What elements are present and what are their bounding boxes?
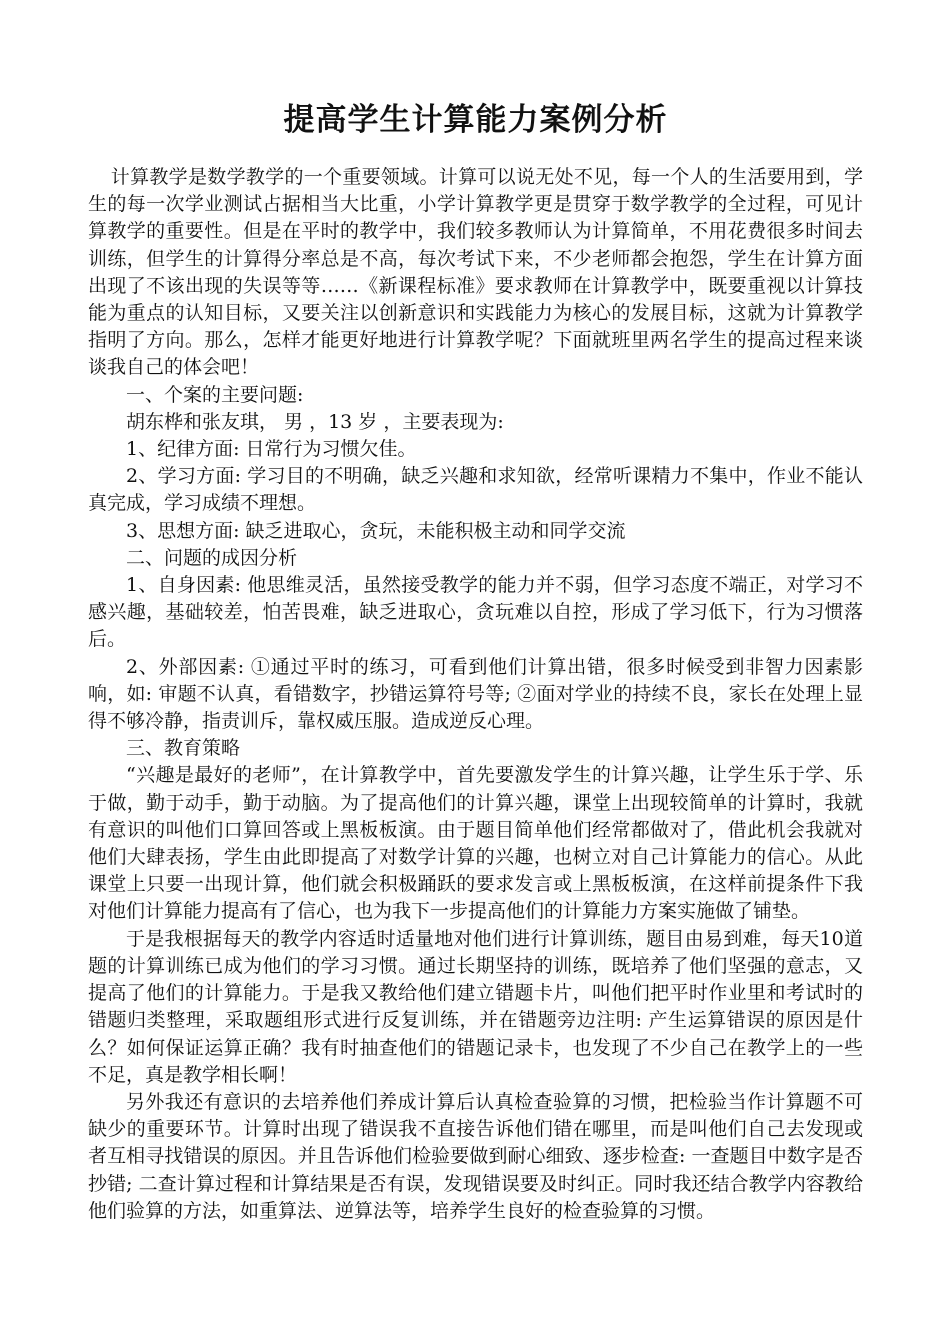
document-body — [88, 164, 863, 1225]
section-heading-2: 二、问题的成因分析 — [126, 546, 298, 569]
paragraph-thought: 3、思想方面: 缺乏进取心，贪玩，未能积极主动和同学交流 — [126, 519, 626, 542]
section-heading-3: 三、教育策略 — [126, 737, 241, 760]
document-page — [88, 98, 863, 1225]
paragraph-self-factor: 1、自身因素: 他思维灵活，虽然接受教学的能力并不弱，但学习态度不端正，对学习不感兴趣，基础较差，怕苦畏难，缺乏进取心，贪玩难以自控，形成了学习低下，行为习惯落后。 — [88, 574, 863, 651]
section-heading-1: 一、个案的主要问题: — [126, 383, 304, 406]
paragraph-study: 2、学习方面: 学习目的不明确，缺乏兴趣和求知欲，经常听课精力不集中，作业不能认真完成，学习成绩不理想。 — [88, 465, 863, 515]
document-title: 提高学生计算能力案例分析 — [283, 102, 668, 138]
paragraph-intro: 计算教学是数学教学的一个重要领域。计算可以说无处不见，每一个人的生活要用到，学生的每一次学业测试占据相当大比重，小学计算教学更是贯穿于数学教学的全过程，可见计算教学的重要性。但是在平时的教学中，我们较多教师认为计算简单，不用花费很多时间去训练，但学生的计算得分率总是不高，每次考试下来，不少老师都会抱怨，学生在计算方面出现了不该出现的失误等等……《新课程标准》要求教师在计算教学中，既要重视以计算技能为重点的认知目标，又要关注以创新意识和实践能力为核心的发展目标，这就为计算教学指明了方向。那么，怎样才能更好地进行计算教学呢？下面就班里两名学生的提高过程来谈谈我自己的体会吧！ — [88, 166, 863, 379]
paragraph-interest: “兴趣是最好的老师”，在计算教学中，首先要激发学生的计算兴趣，让学生乐于学、乐于做，勤于动手，勤于动脑。为了提高他们的计算兴趣，课堂上出现较简单的计算时，我就有意识的叫他们口算回答或上黑板板演。由于题目简单他们经常都做对了，借此机会我就对他们大肆表扬，学生由此即提高了对数学计算的兴趣，也树立对自己计算能力的信心。从此课堂上只要一出现计算，他们就会积极踊跃的要求发言或上黑板板演，在这样前提条件下我对他们计算能力提高有了信心，也为我下一步提高他们的计算能力方案实施做了铺垫。 — [88, 764, 863, 923]
paragraph-checking: 另外我还有意识的去培养他们养成计算后认真检查验算的习惯，把检验当作计算题不可缺少的重要环节。计算时出现了错误我不直接告诉他们错在哪里，而是叫他们自己去发现或者互相寻找错误的原因。并且告诉他们检验要做到耐心细致、逐步检查: 一查题目中数字是否抄错; 二查计算过程和计算结果是否有误，发现错误要及时纠正。同时我还结合教学内容教给他们验算的方法，如重算法、逆算法等，培养学生良好的检查验算的习惯。 — [88, 1090, 863, 1222]
paragraph-students: 胡东桦和张友琪， 男 ，13 岁 ，主要表现为: — [126, 410, 504, 433]
paragraph-training: 于是我根据每天的教学内容适时适量地对他们进行计算训练，题目由易到难，每天10道题的计算训练已成为他们的学习习惯。通过长期坚持的训练，既培养了他们坚强的意志，又提高了他们的计算能力。于是我又教给他们建立错题卡片，叫他们把平时作业里和考试时的错题归类整理，采取题组形式进行反复训练，并在错题旁边注明: 产生运算错误的原因是什么？如何保证运算正确？我有时抽查他们的错题记录卡，也发现了不少自己在教学上的一些不足，真是教学相长啊！ — [88, 927, 863, 1086]
paragraph-external-factor: 2、外部因素: ①通过平时的练习，可看到他们计算出错，很多时候受到非智力因素影响，如: 审题不认真，看错数字，抄错运算符号等; ②面对学业的持续不良，家长在处理上显得不够冷静，指责训斥，靠权威压服。造成逆反心理。 — [88, 655, 863, 733]
paragraph-discipline: 1、纪律方面: 日常行为习惯欠佳。 — [126, 438, 417, 461]
